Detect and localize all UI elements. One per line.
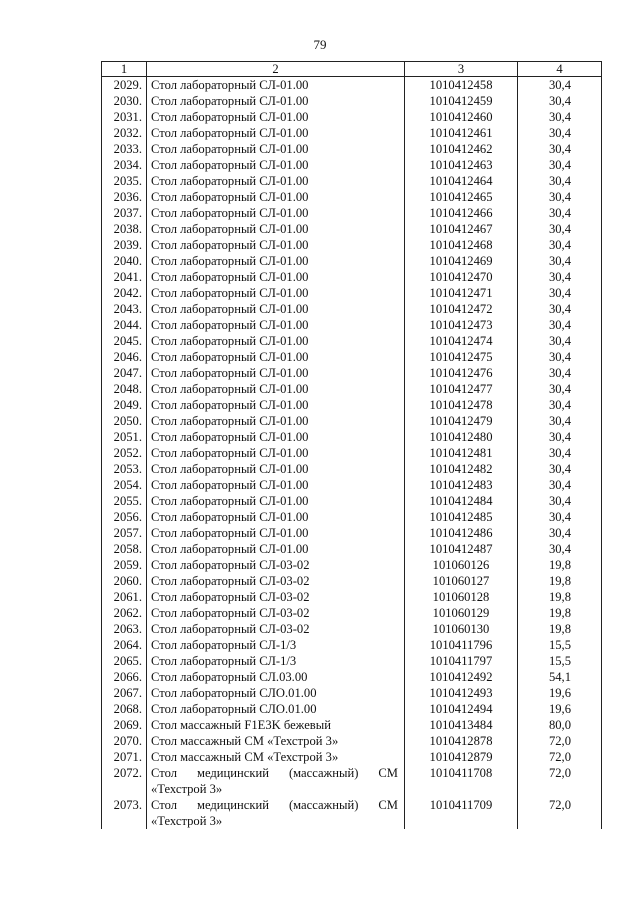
item-name: Стол лабораторный СЛ-01.00 xyxy=(147,109,405,125)
row-number: 2063. xyxy=(102,621,147,637)
item-name: Стол лабораторный СЛ.03.00 xyxy=(147,669,405,685)
item-value: 30,4 xyxy=(518,141,602,157)
inventory-code: 1010412487 xyxy=(405,541,518,557)
item-name: Стол лабораторный СЛ-01.00 xyxy=(147,157,405,173)
table-row xyxy=(102,125,602,141)
inventory-code: 1010412474 xyxy=(405,333,518,349)
row-number: 2060. xyxy=(102,573,147,589)
item-name: Стол лабораторный СЛО.01.00 xyxy=(147,701,405,717)
item-value: 19,8 xyxy=(518,589,602,605)
inventory-code: 1010412472 xyxy=(405,301,518,317)
item-name: Стол лабораторный СЛ-03-02 xyxy=(147,557,405,573)
item-name: Стол лабораторный СЛ-01.00 xyxy=(147,173,405,189)
column-header-3: 3 xyxy=(405,62,518,77)
table-header xyxy=(102,62,602,77)
row-number: 2059. xyxy=(102,557,147,573)
inventory-code: 1010412460 xyxy=(405,109,518,125)
table-row xyxy=(102,685,602,701)
inventory-table xyxy=(101,61,602,829)
row-number: 2062. xyxy=(102,605,147,621)
table-row xyxy=(102,509,602,525)
item-name: Стол лабораторный СЛ-01.00 xyxy=(147,445,405,461)
table-row xyxy=(102,237,602,253)
inventory-code: 1010412469 xyxy=(405,253,518,269)
item-value: 54,1 xyxy=(518,669,602,685)
inventory-code: 1010412462 xyxy=(405,141,518,157)
item-name: Стол лабораторный СЛ-01.00 xyxy=(147,525,405,541)
item-name: Стол лабораторный СЛ-01.00 xyxy=(147,461,405,477)
row-number: 2070. xyxy=(102,733,147,749)
row-number: 2069. xyxy=(102,717,147,733)
table-row xyxy=(102,173,602,189)
item-value: 30,4 xyxy=(518,253,602,269)
row-number: 2071. xyxy=(102,749,147,765)
item-name: Стол лабораторный СЛ-01.00 xyxy=(147,93,405,109)
column-header-4: 4 xyxy=(518,62,602,77)
table-row xyxy=(102,717,602,733)
table-row xyxy=(102,365,602,381)
table-row xyxy=(102,157,602,173)
table-row xyxy=(102,557,602,573)
item-name: Стол лабораторный СЛ-01.00 xyxy=(147,333,405,349)
table-row xyxy=(102,109,602,125)
table-row xyxy=(102,349,602,365)
item-name: Стол лабораторный СЛ-01.00 xyxy=(147,77,405,94)
page-number: 79 xyxy=(313,37,327,52)
item-name: Стол лабораторный СЛ-1/3 xyxy=(147,637,405,653)
table-row xyxy=(102,429,602,445)
item-name: Стол лабораторный СЛ-01.00 xyxy=(147,349,405,365)
item-name: Стол лабораторный СЛ-01.00 xyxy=(147,397,405,413)
inventory-code: 1010412465 xyxy=(405,189,518,205)
row-number: 2043. xyxy=(102,301,147,317)
item-name: Стол лабораторный СЛ-01.00 xyxy=(147,317,405,333)
item-name: Стол лабораторный СЛ-01.00 xyxy=(147,141,405,157)
inventory-code: 1010412470 xyxy=(405,269,518,285)
table-row xyxy=(102,317,602,333)
row-number: 2045. xyxy=(102,333,147,349)
column-header-1: 1 xyxy=(102,62,147,77)
inventory-code: 101060129 xyxy=(405,605,518,621)
row-number: 2055. xyxy=(102,493,147,509)
table-row xyxy=(102,573,602,589)
table-row xyxy=(102,605,602,621)
item-value: 30,4 xyxy=(518,525,602,541)
item-value: 19,8 xyxy=(518,621,602,637)
item-value: 30,4 xyxy=(518,493,602,509)
table-row xyxy=(102,589,602,605)
inventory-code: 1010411796 xyxy=(405,637,518,653)
item-name: Стол лабораторный СЛ-01.00 xyxy=(147,285,405,301)
row-number: 2066. xyxy=(102,669,147,685)
item-value: 30,4 xyxy=(518,333,602,349)
item-name: Стол лабораторный СЛ-03-02 xyxy=(147,621,405,637)
table-row xyxy=(102,221,602,237)
inventory-code: 101060130 xyxy=(405,621,518,637)
item-value: 30,4 xyxy=(518,301,602,317)
item-name: Стол массажный СМ «Техстрой 3» xyxy=(147,733,405,749)
table-row xyxy=(102,461,602,477)
row-number: 2067. xyxy=(102,685,147,701)
item-value: 30,4 xyxy=(518,445,602,461)
table-row xyxy=(102,301,602,317)
inventory-code: 1010412482 xyxy=(405,461,518,477)
item-value: 72,0 xyxy=(518,765,602,797)
table-row xyxy=(102,381,602,397)
inventory-code: 1010412480 xyxy=(405,429,518,445)
table-row xyxy=(102,749,602,765)
item-value: 30,4 xyxy=(518,317,602,333)
item-name: Стол лабораторный СЛ-01.00 xyxy=(147,125,405,141)
inventory-code: 1010411709 xyxy=(405,797,518,829)
item-name: Стол лабораторный СЛ-01.00 xyxy=(147,237,405,253)
row-number: 2054. xyxy=(102,477,147,493)
item-value: 30,4 xyxy=(518,237,602,253)
item-value: 19,6 xyxy=(518,701,602,717)
row-number: 2052. xyxy=(102,445,147,461)
inventory-code: 1010412494 xyxy=(405,701,518,717)
row-number: 2065. xyxy=(102,653,147,669)
item-name: Стол лабораторный СЛ-03-02 xyxy=(147,573,405,589)
inventory-code: 1010412493 xyxy=(405,685,518,701)
table-row xyxy=(102,797,602,829)
item-value: 19,6 xyxy=(518,685,602,701)
item-value: 30,4 xyxy=(518,109,602,125)
table-row xyxy=(102,541,602,557)
table-row xyxy=(102,637,602,653)
table-row xyxy=(102,445,602,461)
item-value: 30,4 xyxy=(518,397,602,413)
item-value: 30,4 xyxy=(518,365,602,381)
table-row xyxy=(102,141,602,157)
row-number: 2056. xyxy=(102,509,147,525)
row-number: 2051. xyxy=(102,429,147,445)
row-number: 2057. xyxy=(102,525,147,541)
table-row xyxy=(102,413,602,429)
row-number: 2068. xyxy=(102,701,147,717)
item-name: Стол лабораторный СЛ-03-02 xyxy=(147,589,405,605)
row-number: 2032. xyxy=(102,125,147,141)
row-number: 2058. xyxy=(102,541,147,557)
column-header-2: 2 xyxy=(147,62,405,77)
table-row xyxy=(102,269,602,285)
inventory-code: 1010412477 xyxy=(405,381,518,397)
item-name: Стол лабораторный СЛ-01.00 xyxy=(147,477,405,493)
table-row xyxy=(102,765,602,797)
inventory-code: 1010412878 xyxy=(405,733,518,749)
table-row xyxy=(102,77,602,94)
item-name: Стол лабораторный СЛ-01.00 xyxy=(147,429,405,445)
inventory-code: 1010412459 xyxy=(405,93,518,109)
inventory-code: 1010412479 xyxy=(405,413,518,429)
row-number: 2072. xyxy=(102,765,147,797)
item-value: 72,0 xyxy=(518,797,602,829)
item-value: 19,8 xyxy=(518,605,602,621)
inventory-code: 1010412473 xyxy=(405,317,518,333)
item-name: Стол лабораторный СЛ-01.00 xyxy=(147,253,405,269)
table-row xyxy=(102,525,602,541)
table-body xyxy=(102,77,602,830)
row-number: 2034. xyxy=(102,157,147,173)
item-value: 30,4 xyxy=(518,461,602,477)
row-number: 2046. xyxy=(102,349,147,365)
table-row xyxy=(102,285,602,301)
row-number: 2042. xyxy=(102,285,147,301)
row-number: 2039. xyxy=(102,237,147,253)
item-value: 15,5 xyxy=(518,653,602,669)
inventory-code: 1010412476 xyxy=(405,365,518,381)
item-value: 72,0 xyxy=(518,749,602,765)
item-name: Стол лабораторный СЛ-01.00 xyxy=(147,269,405,285)
item-name: Стол лабораторный СЛ-01.00 xyxy=(147,493,405,509)
inventory-code: 101060128 xyxy=(405,589,518,605)
inventory-code: 1010412486 xyxy=(405,525,518,541)
table-row xyxy=(102,205,602,221)
item-name: Стол лабораторный СЛО.01.00 xyxy=(147,685,405,701)
row-number: 2064. xyxy=(102,637,147,653)
inventory-code: 1010412458 xyxy=(405,77,518,94)
item-value: 30,4 xyxy=(518,221,602,237)
item-value: 30,4 xyxy=(518,413,602,429)
item-value: 30,4 xyxy=(518,349,602,365)
row-number: 2031. xyxy=(102,109,147,125)
inventory-code: 1010412464 xyxy=(405,173,518,189)
item-name: Стол медицинский (массажный) СМ «Техстрой 3» xyxy=(147,765,405,797)
inventory-code: 1010412879 xyxy=(405,749,518,765)
inventory-code: 1010412471 xyxy=(405,285,518,301)
item-name: Стол лабораторный СЛ-01.00 xyxy=(147,365,405,381)
inventory-code: 1010411708 xyxy=(405,765,518,797)
table-row xyxy=(102,669,602,685)
item-name: Стол лабораторный СЛ-01.00 xyxy=(147,541,405,557)
row-number: 2050. xyxy=(102,413,147,429)
item-name: Стол лабораторный СЛ-01.00 xyxy=(147,301,405,317)
inventory-code: 1010412475 xyxy=(405,349,518,365)
table-row xyxy=(102,477,602,493)
row-number: 2038. xyxy=(102,221,147,237)
inventory-code: 1010412481 xyxy=(405,445,518,461)
item-name: Стол лабораторный СЛ-01.00 xyxy=(147,381,405,397)
inventory-code: 1010412485 xyxy=(405,509,518,525)
item-name: Стол лабораторный СЛ-01.00 xyxy=(147,189,405,205)
row-number: 2041. xyxy=(102,269,147,285)
item-value: 30,4 xyxy=(518,429,602,445)
row-number: 2073. xyxy=(102,797,147,829)
item-value: 19,8 xyxy=(518,557,602,573)
item-value: 30,4 xyxy=(518,541,602,557)
item-name: Стол лабораторный СЛ-01.00 xyxy=(147,413,405,429)
inventory-code: 1010412468 xyxy=(405,237,518,253)
item-value: 30,4 xyxy=(518,477,602,493)
row-number: 2040. xyxy=(102,253,147,269)
item-value: 72,0 xyxy=(518,733,602,749)
table-row xyxy=(102,397,602,413)
inventory-code: 1010412484 xyxy=(405,493,518,509)
row-number: 2048. xyxy=(102,381,147,397)
item-name: Стол лабораторный СЛ-03-02 xyxy=(147,605,405,621)
item-name: Стол лабораторный СЛ-01.00 xyxy=(147,221,405,237)
item-value: 30,4 xyxy=(518,509,602,525)
item-name: Стол медицинский (массажный) СМ «Техстрой 3» xyxy=(147,797,405,829)
table-row xyxy=(102,653,602,669)
item-value: 80,0 xyxy=(518,717,602,733)
inventory-code: 1010412478 xyxy=(405,397,518,413)
row-number: 2037. xyxy=(102,205,147,221)
inventory-code: 101060127 xyxy=(405,573,518,589)
row-number: 2035. xyxy=(102,173,147,189)
inventory-code: 1010412492 xyxy=(405,669,518,685)
table-row xyxy=(102,253,602,269)
inventory-code: 1010412463 xyxy=(405,157,518,173)
row-number: 2036. xyxy=(102,189,147,205)
table-row xyxy=(102,93,602,109)
inventory-code: 1010412467 xyxy=(405,221,518,237)
inventory-code: 1010411797 xyxy=(405,653,518,669)
inventory-code: 1010412466 xyxy=(405,205,518,221)
item-name: Стол массажный СМ «Техстрой 3» xyxy=(147,749,405,765)
row-number: 2033. xyxy=(102,141,147,157)
table-row xyxy=(102,733,602,749)
item-name: Стол лабораторный СЛ-01.00 xyxy=(147,205,405,221)
item-name: Стол лабораторный СЛ-1/3 xyxy=(147,653,405,669)
row-number: 2061. xyxy=(102,589,147,605)
item-value: 30,4 xyxy=(518,125,602,141)
row-number: 2029. xyxy=(102,77,147,94)
table-row xyxy=(102,493,602,509)
item-value: 30,4 xyxy=(518,285,602,301)
inventory-code: 1010412461 xyxy=(405,125,518,141)
item-value: 30,4 xyxy=(518,173,602,189)
item-value: 30,4 xyxy=(518,189,602,205)
row-number: 2030. xyxy=(102,93,147,109)
inventory-code: 1010413484 xyxy=(405,717,518,733)
inventory-code: 101060126 xyxy=(405,557,518,573)
table-row xyxy=(102,701,602,717)
item-value: 30,4 xyxy=(518,93,602,109)
row-number: 2047. xyxy=(102,365,147,381)
inventory-code: 1010412483 xyxy=(405,477,518,493)
item-value: 30,4 xyxy=(518,77,602,94)
table-row xyxy=(102,189,602,205)
item-value: 30,4 xyxy=(518,381,602,397)
item-name: Стол массажный F1E3K бежевый xyxy=(147,717,405,733)
item-name: Стол лабораторный СЛ-01.00 xyxy=(147,509,405,525)
row-number: 2053. xyxy=(102,461,147,477)
row-number: 2044. xyxy=(102,317,147,333)
item-value: 30,4 xyxy=(518,157,602,173)
item-value: 30,4 xyxy=(518,205,602,221)
item-value: 15,5 xyxy=(518,637,602,653)
table-row xyxy=(102,621,602,637)
header-row xyxy=(102,62,602,77)
item-value: 30,4 xyxy=(518,269,602,285)
row-number: 2049. xyxy=(102,397,147,413)
item-value: 19,8 xyxy=(518,573,602,589)
table-row xyxy=(102,333,602,349)
